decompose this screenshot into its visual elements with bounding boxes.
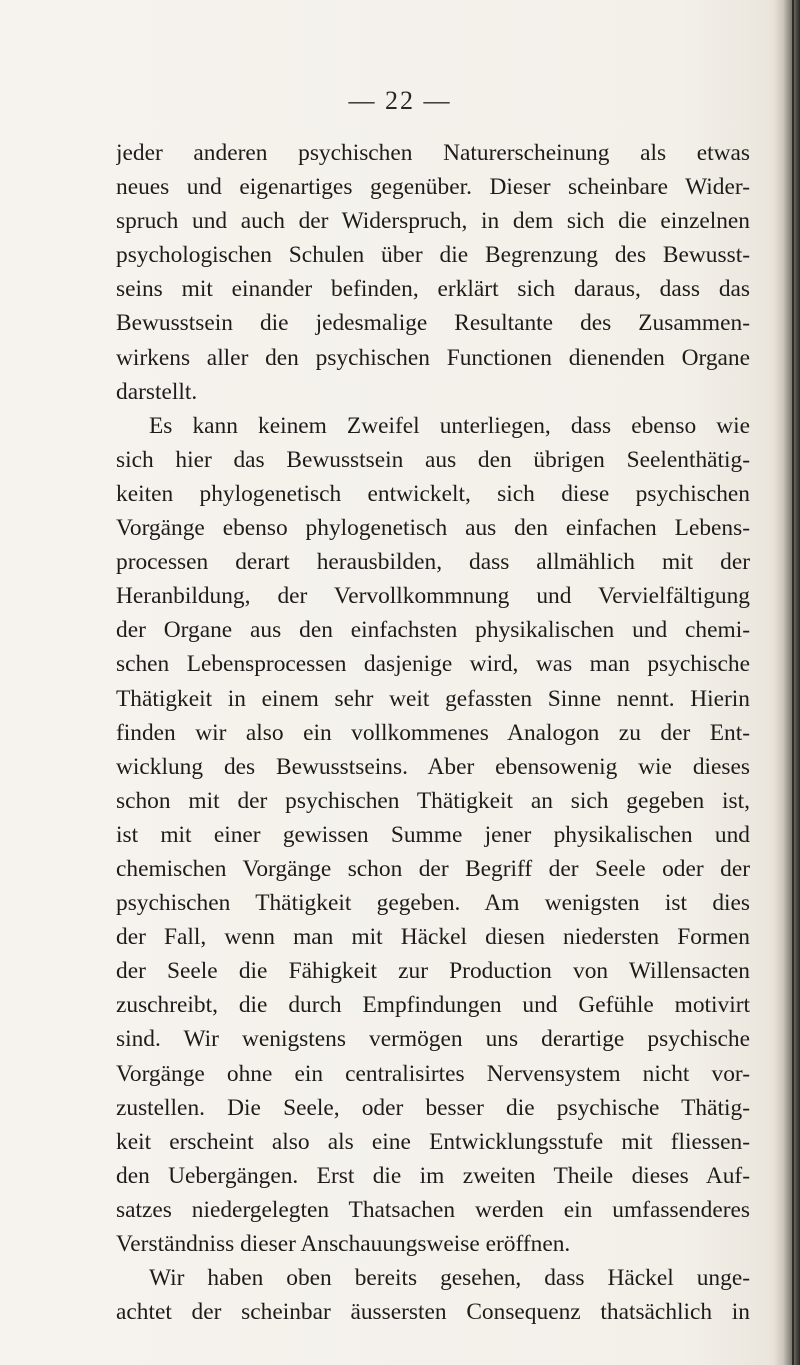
- text-line: processen derart herausbilden, dass allmählich mit der: [116, 549, 750, 576]
- text-line: Es kann keinem Zweifel unterliegen, dass ebenso wie: [149, 412, 750, 439]
- text-line: Thätigkeit in einem sehr weit gefassten Sinne nennt. Hierin: [116, 685, 750, 712]
- text-line: schen Lebensprocessen dasjenige wird, was man psychische: [116, 651, 750, 678]
- text-line: Heranbildung, der Vervollkommnung und Vervielfältigung: [116, 583, 750, 610]
- text-line: darstellt.: [116, 378, 198, 405]
- text-line: chemischen Vorgänge schon der Begriff der Seele oder der: [116, 855, 750, 882]
- text-line: keit erscheint also als eine Entwicklungsstufe mit fliessen-: [116, 1128, 750, 1155]
- text-line: der Organe aus den einfachsten physikalischen und chemi-: [116, 617, 750, 644]
- text-line: seins mit einander befinden, erklärt sich daraus, dass das: [116, 276, 750, 303]
- text-line: zuschreibt, die durch Empfindungen und Gefühle motivirt: [116, 992, 750, 1019]
- text-line: Bewusstsein die jedesmalige Resultante des Zusammen-: [116, 310, 750, 337]
- text-line: neues und eigenartiges gegenüber. Dieser scheinbare Wider-: [116, 174, 750, 201]
- text-line: sind. Wir wenigstens vermögen uns derartige psychische: [116, 1026, 750, 1053]
- book-binding-edge: [792, 0, 794, 1365]
- text-line: psychologischen Schulen über die Begrenzung des Bewusst-: [116, 242, 750, 269]
- text-line: Vorgänge ebenso phylogenetisch aus den einfachen Lebens-: [116, 515, 750, 542]
- text-line: der Fall, wenn man mit Häckel diesen niedersten Formen: [116, 924, 750, 951]
- text-line: keiten phylogenetisch entwickelt, sich diese psychischen: [116, 480, 750, 507]
- text-line: wicklung des Bewusstseins. Aber ebensowenig wie dieses: [116, 753, 750, 780]
- text-line: Vorgänge ohne ein centralisirtes Nervensystem nicht vor-: [116, 1060, 750, 1087]
- page-number: — 22 —: [348, 86, 452, 115]
- text-line: finden wir also ein vollkommenes Analogon zu der Ent-: [116, 719, 750, 746]
- text-line: achtet der scheinbar äussersten Consequenz thatsächlich in: [116, 1299, 750, 1326]
- text-line: sich hier das Bewusstsein aus den übrigen Seelenthätig-: [116, 446, 750, 473]
- text-line: schon mit der psychischen Thätigkeit an sich gegeben ist,: [116, 787, 750, 814]
- body-text: [116, 136, 750, 1329]
- text-line: satzes niedergelegten Thatsachen werden ein umfassenderes: [116, 1196, 750, 1223]
- text-line: zustellen. Die Seele, oder besser die psychische Thätig-: [116, 1094, 750, 1121]
- book-binding-shadow: [774, 0, 800, 1365]
- text-line: den Uebergängen. Erst die im zweiten Theile dieses Auf-: [116, 1162, 750, 1189]
- text-line: der Seele die Fähigkeit zur Production von Willensacten: [116, 958, 750, 985]
- text-line: jeder anderen psychischen Naturerscheinung als etwas: [116, 140, 750, 166]
- text-line: Wir haben oben bereits gesehen, dass Häckel unge-: [149, 1265, 750, 1292]
- text-line: wirkens aller den psychischen Functionen dienenden Organe: [116, 344, 750, 371]
- text-line: Verständniss dieser Anschauungsweise eröffnen.: [116, 1231, 571, 1257]
- text-line: ist mit einer gewissen Summe jener physikalischen und: [116, 821, 750, 848]
- text-line: psychischen Thätigkeit gegeben. Am wenigsten ist dies: [116, 890, 750, 917]
- text-line: spruch und auch der Widerspruch, in dem sich die einzelnen: [116, 208, 750, 235]
